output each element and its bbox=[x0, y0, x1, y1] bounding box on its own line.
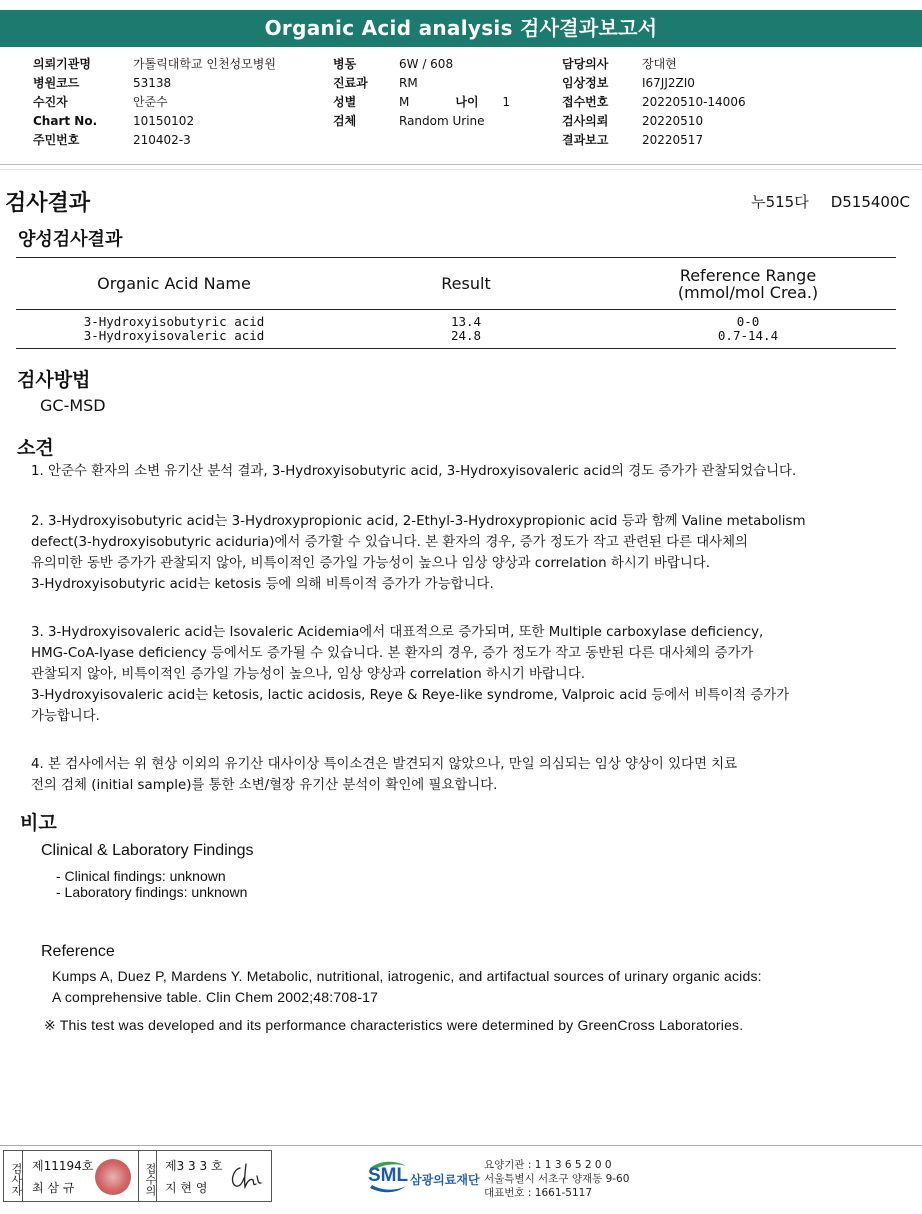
paragraph-line: 3-Hydroxyisovaleric acid는 ketosis, lactic acidosis, Reye & Reye-like syndrome, Valproic acid 등에서 비특이적 증가가 bbox=[31, 688, 790, 703]
info-label: 검사의뢰 bbox=[562, 114, 609, 128]
seal-stamp-icon bbox=[95, 1159, 131, 1195]
opinion-section-title: 소견 bbox=[17, 437, 54, 459]
list-item: - Laboratory findings: unknown bbox=[56, 884, 248, 900]
info-value: 안준수 bbox=[133, 95, 168, 109]
info-row-hospital-code bbox=[33, 74, 276, 93]
info-value: RM bbox=[399, 76, 418, 90]
citation-line: Kumps A, Duez P, Mardens Y. Metabolic, nutritional, iatrogenic, and artifactual sources of urinary organic acids: bbox=[52, 968, 762, 984]
info-row-report-date bbox=[562, 131, 746, 150]
paragraph-line: 관찰되지 않아, 비특이적인 증가일 가능성이 높으나, 임상 양상과 correlation 하시기 바랍니다. bbox=[31, 667, 586, 682]
organization-name: 삼광의료재단 bbox=[410, 1173, 480, 1187]
tester-license-no: 제11194호 bbox=[32, 1159, 94, 1173]
info-row-clinical-info bbox=[562, 74, 746, 93]
method-section-title: 검사방법 bbox=[17, 369, 91, 391]
column-header-reference bbox=[600, 258, 896, 310]
paragraph-line: 전의 검체 (initial sample)를 통한 소변/혈장 유기산 분석이 확인에 필요합니다. bbox=[31, 778, 498, 793]
report-codes bbox=[729, 191, 910, 212]
info-value: 210402-3 bbox=[133, 133, 191, 147]
info-value: 20220510-14006 bbox=[642, 95, 746, 109]
clinical-findings-title: Clinical & Laboratory Findings bbox=[41, 842, 254, 859]
report-code-1: 누515다 bbox=[751, 193, 809, 211]
info-value: M bbox=[399, 95, 410, 109]
opinion-paragraph-3 bbox=[31, 622, 901, 727]
opinion-paragraph-1 bbox=[31, 461, 901, 482]
patient-info-column-2 bbox=[333, 55, 510, 131]
signature-box bbox=[3, 1150, 272, 1202]
info-label: 접수번호 bbox=[562, 95, 609, 109]
info-row-resident-no bbox=[33, 131, 276, 150]
signature-icon bbox=[226, 1160, 266, 1194]
info-value: 20220510 bbox=[642, 114, 704, 128]
contact-line: 대표번호 : 1661-5117 bbox=[484, 1187, 593, 1199]
disclaimer-text: ※ This test was developed and its performance characteristics were determined by GreenCross Laboratories. bbox=[44, 1017, 744, 1033]
results-table bbox=[16, 257, 896, 349]
info-row-ward bbox=[333, 55, 510, 74]
reviewer-license-no: 제3 3 3 호 bbox=[165, 1159, 223, 1173]
info-label: 병원코드 bbox=[33, 76, 80, 90]
header-divider bbox=[0, 164, 922, 165]
report-title: Organic Acid analysis 검사결과보고서 bbox=[0, 10, 922, 47]
patient-info-column-3 bbox=[562, 55, 746, 150]
info-label: 담당의사 bbox=[562, 57, 609, 71]
info-label: 임상정보 bbox=[562, 76, 609, 90]
info-label: 주민번호 bbox=[33, 133, 80, 147]
age-value: 1 bbox=[502, 95, 510, 109]
info-row-specimen bbox=[333, 112, 510, 131]
sml-logo-text: SML bbox=[368, 1165, 409, 1186]
reference-citation bbox=[52, 966, 762, 1008]
column-header-name: Organic Acid Name bbox=[16, 258, 332, 310]
paragraph-line: 유의미한 동반 증가가 관찰되지 않아, 비특이적인 증가일 가능성이 높으나 임상 양상과 correlation 하시기 바랍니다. bbox=[31, 556, 710, 571]
positive-results-title: 양성검사결과 bbox=[18, 229, 123, 250]
cell-result: 24.8 bbox=[332, 329, 600, 349]
info-row-department bbox=[333, 74, 510, 93]
opinion-paragraph-4 bbox=[31, 754, 901, 796]
cell-range: 0-0 bbox=[736, 314, 760, 329]
info-row-institution bbox=[33, 55, 276, 74]
paragraph-line: HMG-CoA-lyase deficiency 등에서도 증가될 수 있습니다. 본 환자의 경우, 증가 정도가 작고 동반된 다른 대사체의 증가가 bbox=[31, 646, 754, 661]
info-row-sex-age bbox=[333, 93, 510, 112]
tester-label: 검사자 bbox=[4, 1151, 23, 1201]
paragraph-line: 2. 3-Hydroxyisobutyric acid는 3-Hydroxypropionic acid, 2-Ethyl-3-Hydroxypropionic acid 등과 함께 Valine metabolism bbox=[31, 514, 806, 529]
info-label: 검체 bbox=[333, 114, 357, 128]
info-value: 가톨릭대학교 인천성모병원 bbox=[133, 57, 276, 71]
info-label: 수진자 bbox=[33, 95, 68, 109]
results-section-title: 검사결과 bbox=[5, 191, 91, 216]
paragraph-line: 3-Hydroxyisobutyric acid는 ketosis 등에 의해 비특이적 증가가 가능합니다. bbox=[31, 577, 494, 592]
notes-section-title: 비고 bbox=[20, 812, 57, 834]
tester-info bbox=[32, 1155, 93, 1199]
paragraph-line: defect(3-hydroxyisobutyric aciduria)에서 증가할 수 있습니다. 본 환자의 경우, 증가 정도가 작고 관련된 다른 대사체의 bbox=[31, 535, 748, 550]
list-item: - Clinical findings: unknown bbox=[56, 868, 226, 884]
age-label: 나이 bbox=[455, 95, 479, 109]
paragraph-line: 3. 3-Hydroxyisovaleric acid는 Isovaleric Acidemia에서 대표적으로 증가되며, 또한 Multiple carboxylase deficiency, bbox=[31, 625, 764, 640]
info-label: 의뢰기관명 bbox=[33, 57, 91, 71]
cell-acid-name: 3-Hydroxyisobutyric acid bbox=[83, 314, 265, 329]
reference-header-line-1: Reference Range bbox=[679, 265, 817, 285]
info-row-chart-no bbox=[33, 112, 276, 131]
info-value: 장대현 bbox=[642, 57, 677, 71]
info-label: 병동 bbox=[333, 57, 357, 71]
reference-title: Reference bbox=[41, 943, 115, 960]
info-value: I67JJ2ZI0 bbox=[642, 76, 695, 90]
info-value: 53138 bbox=[133, 76, 172, 90]
info-label: 성별 bbox=[333, 95, 357, 109]
reviewer-label: 접수의 bbox=[138, 1151, 157, 1201]
info-row-doctor bbox=[562, 55, 746, 74]
reviewer-info bbox=[165, 1155, 223, 1199]
info-row-patient bbox=[33, 93, 276, 112]
contact-line: 서울특별시 서초구 양재동 9-60 bbox=[484, 1173, 630, 1185]
column-header-result: Result bbox=[332, 258, 600, 310]
reviewer-name: 지 현 영 bbox=[165, 1181, 208, 1195]
contact-line: 요양기관 : 1 1 3 6 5 2 0 0 bbox=[484, 1159, 612, 1171]
table-row bbox=[16, 329, 896, 349]
opinion-paragraph-2 bbox=[31, 511, 901, 595]
cell-result: 13.4 bbox=[450, 314, 482, 329]
tester-name: 최 삼 규 bbox=[32, 1181, 75, 1195]
contact-info bbox=[484, 1158, 629, 1200]
paragraph-line: 1. 안준수 환자의 소변 유기산 분석 결과, 3-Hydroxyisobutyric acid, 3-Hydroxyisovaleric acid의 경도 증가가 관찰되었습니다. bbox=[31, 464, 797, 479]
footer-divider bbox=[0, 1145, 922, 1146]
method-value: GC-MSD bbox=[40, 396, 106, 415]
info-label: 결과보고 bbox=[562, 133, 609, 147]
clinical-findings-list bbox=[56, 868, 247, 900]
cell-acid-name: 3-Hydroxyisovaleric acid bbox=[16, 329, 332, 349]
results-table-header bbox=[16, 258, 896, 310]
cell-range: 0.7-14.4 bbox=[600, 329, 896, 349]
info-value: 6W / 608 bbox=[399, 57, 454, 71]
paragraph-line: 가능합니다. bbox=[31, 709, 100, 724]
info-label: 진료과 bbox=[333, 76, 368, 90]
paragraph-line: 4. 본 검사에서는 위 현상 이외의 유기산 대사이상 특이소견은 발견되지 않았으나, 만일 의심되는 임상 양상이 있다면 치료 bbox=[31, 757, 738, 772]
header-divider-secondary bbox=[0, 169, 922, 170]
reference-header-line-2: (mmol/mol Crea.) bbox=[677, 282, 819, 302]
table-row bbox=[16, 310, 896, 330]
info-label: Chart No. bbox=[33, 114, 98, 128]
info-value: 20220517 bbox=[642, 133, 704, 147]
info-value: Random Urine bbox=[399, 114, 485, 128]
info-row-request-date bbox=[562, 112, 746, 131]
report-code-2: D515400C bbox=[830, 193, 910, 211]
patient-info-column-1 bbox=[33, 55, 276, 150]
info-row-accession-no bbox=[562, 93, 746, 112]
info-value: 10150102 bbox=[133, 114, 195, 128]
citation-line: A comprehensive table. Clin Chem 2002;48:708-17 bbox=[52, 989, 379, 1005]
